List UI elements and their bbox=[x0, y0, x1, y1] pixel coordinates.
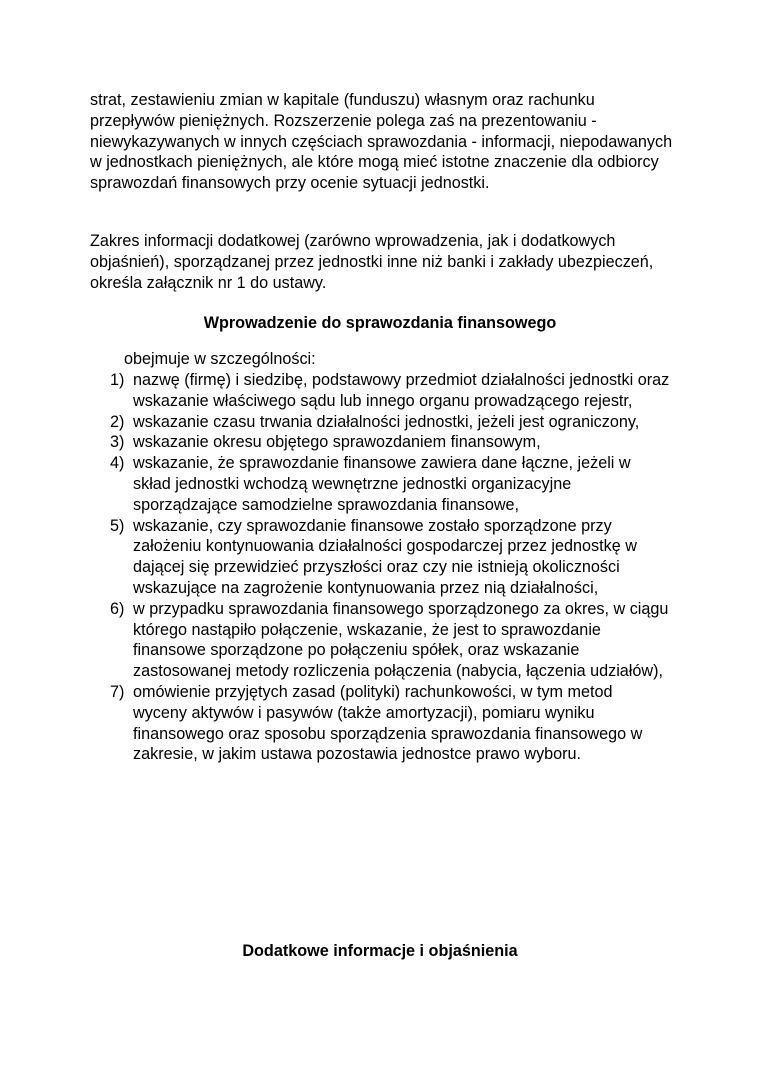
list-item-number: 1) bbox=[110, 371, 125, 389]
list-item-text: w przypadku sprawozdania finansowego sporządzonego za okres, w ciągu którego nastąpiło połączenie, wskazanie, że jest to sprawozdanie finansowe sporządzone po połączeniu spółek, oraz wskazanie zastosowanej metody rozliczenia połączenia (nabycia, łączenia udziałów), bbox=[133, 599, 669, 681]
list-item bbox=[110, 599, 670, 682]
list-item bbox=[110, 682, 670, 765]
list-item-number: 6) bbox=[110, 599, 125, 618]
list-item-text: omówienie przyjętych zasad (polityki) rachunkowości, w tym metod wyceny aktywów i pasywów (także amortyzacji), pomiaru wyniku finansowego oraz sposobu sporządzenia sprawozdania finansowego w zakresie, w jakim ustawa pozostawia jednostce prawo wyboru. bbox=[133, 682, 643, 764]
paragraph-intro: strat, zestawieniu zmian w kapitale (funduszu) własnym oraz rachunku przepływów pieniężnych. Rozszerzenie polega zaś na prezentowaniu - niewykazywanych w innych częściach sprawozdania - informacji, niepodawanych w jednostkach pieniężnych, ale które mogą mieć istotne znaczenie dla odbiorcy sprawozdań finansowych przy ocenie sytuacji jednostki. bbox=[90, 91, 673, 193]
list-item-number: 4) bbox=[110, 454, 125, 473]
list-item-text: wskazanie okresu objętego sprawozdaniem finansowym, bbox=[133, 433, 541, 452]
list-item bbox=[110, 453, 670, 515]
list-item-number: 2) bbox=[110, 412, 125, 431]
list-item-number: 7) bbox=[110, 682, 125, 701]
section-heading-additional-info: Dodatkowe informacje i objaśnienia bbox=[242, 942, 518, 960]
list-item-text: nazwę (firmę) i siedzibę, podstawowy przedmiot działalności jednostki oraz wskazanie właściwego sądu lub innego organu prowadzącego rejestr, bbox=[133, 371, 670, 410]
list-item-text: wskazanie, że sprawozdanie finansowe zawiera dane łączne, jeżeli w skład jednostki wchodzą wewnętrzne jednostki organizacyjne sporządzające samodzielne sprawozdania finansowe, bbox=[133, 454, 631, 514]
list-item-text: wskazanie czasu trwania działalności jednostki, jeżeli jest ograniczony, bbox=[133, 412, 640, 431]
list-intro: obejmuje w szczególności: bbox=[124, 350, 316, 368]
list-item bbox=[110, 412, 670, 433]
section-heading-introduction: Wprowadzenie do sprawozdania finansowego bbox=[203, 314, 557, 332]
list-item bbox=[110, 516, 670, 599]
list-item-text: wskazanie, czy sprawozdanie finansowe zostało sporządzone przy założeniu kontynuowania działalności gospodarczej przez jednostkę w dającej się przewidzieć przyszłości oraz czy nie istnieją okoliczności wskazujące na zagrożenie kontynuowania przez nią działalności, bbox=[133, 516, 637, 597]
numbered-list bbox=[110, 370, 670, 765]
list-item bbox=[110, 432, 670, 453]
list-item-number: 5) bbox=[110, 516, 125, 535]
list-item bbox=[110, 370, 670, 412]
list-item-number: 3) bbox=[110, 433, 125, 452]
paragraph-scope: Zakres informacji dodatkowej (zarówno wprowadzenia, jak i dodatkowych objaśnień), sporządzanej przez jednostki inne niż banki i zakłady ubezpieczeń, określa załącznik nr 1 do ustawy. bbox=[90, 232, 654, 292]
